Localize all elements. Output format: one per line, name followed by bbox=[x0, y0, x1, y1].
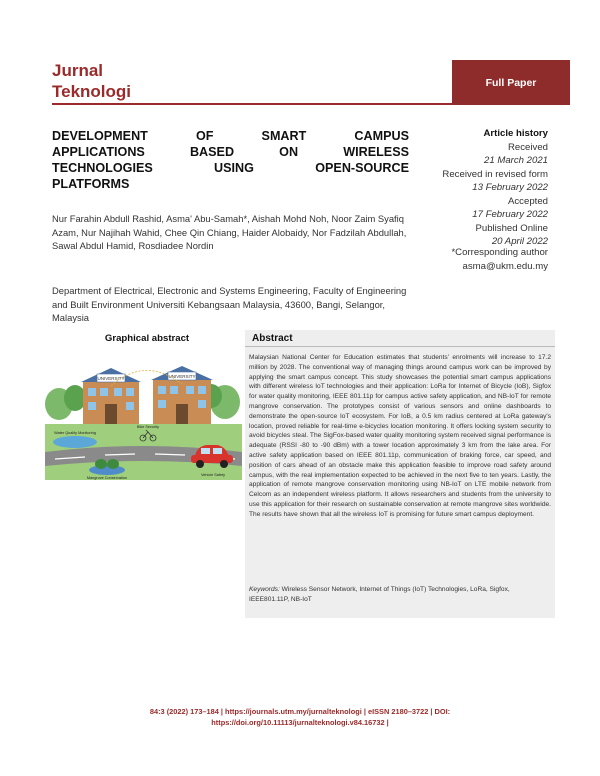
footer-line-2[interactable]: https://doi.org/10.11113/jurnalteknologi.v84.16732 | bbox=[211, 717, 389, 727]
published-label: Published Online bbox=[475, 222, 548, 234]
abstract-divider bbox=[245, 346, 555, 347]
graphical-abstract-image bbox=[45, 352, 242, 480]
title-line-3: TECHNOLOGIES USING OPEN-SOURCE bbox=[52, 161, 409, 175]
revised-label: Received in revised form bbox=[442, 168, 548, 180]
ga-label-vehicle: Vehicle Safety bbox=[200, 473, 226, 477]
graphical-abstract-label: Graphical abstract bbox=[104, 333, 190, 344]
ga-label-uni-right: UNIVERSITY bbox=[168, 374, 196, 379]
ga-label-water: Water Quality Monitoring bbox=[54, 431, 96, 435]
abstract-heading: Abstract bbox=[252, 333, 293, 344]
keywords-label: Keywords: bbox=[249, 586, 280, 593]
revised-date: 13 February 2022 bbox=[472, 182, 548, 193]
abstract-text: Malaysian National Center for Education estimates that students' enrolments will increase to 17.2 million by 2028. The conventional way of managing things around campus work can be improved by applying the smart campus concept. This study showcases the potential smart campus applications with different wireless IoT technologies and their application: LoRa for Internet of Bicycle (IoB), Sigfox for water quality monitoring, IEEE 801.11p for campus active safety application, and NB-IoT for remote mangrove conservation. The prototypes consist of various sensors and online dashboards to demonstrate the open-source IoT ecosystem. For IoB, a 0.5 km radius centered at LoRa gateway's location, proved reliable for real-time e-bicycles location monitoring. It offers locking system security to avoid bicycles steal. The SigFox-based water quality monitoring system received signal performance is adequate (RSSI -80 to -90 dBm) with a tower location approximately 3 km from the lake area. For active safety application based on IEEE 801.11p, communication of braking force, car speed, and position of cars ahead of an obstacle make this application feasible to improve road safety around campus, with the real implementation expected to be achieved in the next five to ten years. Lastly, the application of remote mangrove conservation monitoring using NB-IoT on LTE mobile network from Celcom as an independent wireless platform. It allows researchers and students from the university to use this application for their research on sustainable conservation at remote mangrove sites worldwide. The results have shown that all the wireless IoT is promising for future smart campus deployment. bbox=[249, 354, 551, 518]
journal-name-line1: Jurnal bbox=[52, 61, 104, 80]
article-title bbox=[52, 128, 409, 192]
lake-icon bbox=[53, 436, 97, 448]
article-history bbox=[420, 127, 548, 249]
accepted-date: 17 February 2022 bbox=[472, 209, 548, 220]
ga-label-bike: Bike Security bbox=[136, 425, 160, 429]
title-line-4: PLATFORMS bbox=[52, 177, 130, 191]
accepted-label: Accepted bbox=[507, 195, 548, 207]
affiliation: Department of Electrical, Electronic and Systems Engineering, Faculty of Engineering and Built Environment Universiti Kebangsaan Malaysia, 43600, Bangi, Selangor, Malaysia bbox=[52, 285, 407, 323]
journal-name bbox=[52, 60, 131, 102]
history-title: Article history bbox=[483, 128, 548, 139]
journal-name-line2: Teknologi bbox=[52, 82, 132, 101]
received-date: 21 March 2021 bbox=[484, 155, 548, 166]
ga-label-uni-left: UNIVERSITY bbox=[97, 376, 125, 381]
published-date: 20 April 2022 bbox=[491, 236, 548, 247]
title-line-1: DEVELOPMENT OF SMART CAMPUS bbox=[52, 129, 409, 143]
title-line-2: APPLICATIONS BASED ON WIRELESS bbox=[52, 145, 409, 159]
full-paper-badge: Full Paper bbox=[452, 60, 570, 105]
author-list: Nur Farahin Abdull Rashid, Asma' Abu-Samah*, Aishah Mohd Noh, Noor Zaim Syafiq Azam, Nur Najihah Wahid, Chee Qin Chiang, Haider Alobaidy, Nor Fadzilah Abdullah, Sawal Abdul Hamid, Rosdiadee Nordin bbox=[52, 213, 407, 251]
keywords-list: Wireless Sensor Network, Internet of Things (IoT) Technologies, LoRa, Sigfox, IEEE801.11P, NB-IoT bbox=[249, 586, 510, 603]
tree-icon bbox=[64, 385, 86, 411]
page-footer bbox=[120, 707, 480, 728]
ga-label-mangrove: Mangrove Conservation bbox=[86, 476, 128, 480]
received-label: Received bbox=[508, 141, 548, 153]
corresponding-email[interactable]: asma@ukm.edu.my bbox=[462, 260, 548, 272]
keywords bbox=[249, 585, 551, 605]
corresponding-label: *Corresponding author bbox=[451, 247, 548, 258]
corresponding-author bbox=[420, 246, 548, 273]
footer-line-1[interactable]: 84:3 (2022) 173–184 | https://journals.utm.my/jurnalteknologi | eISSN 2180–3722 | DOI: bbox=[149, 707, 451, 716]
header-rule bbox=[52, 103, 452, 105]
